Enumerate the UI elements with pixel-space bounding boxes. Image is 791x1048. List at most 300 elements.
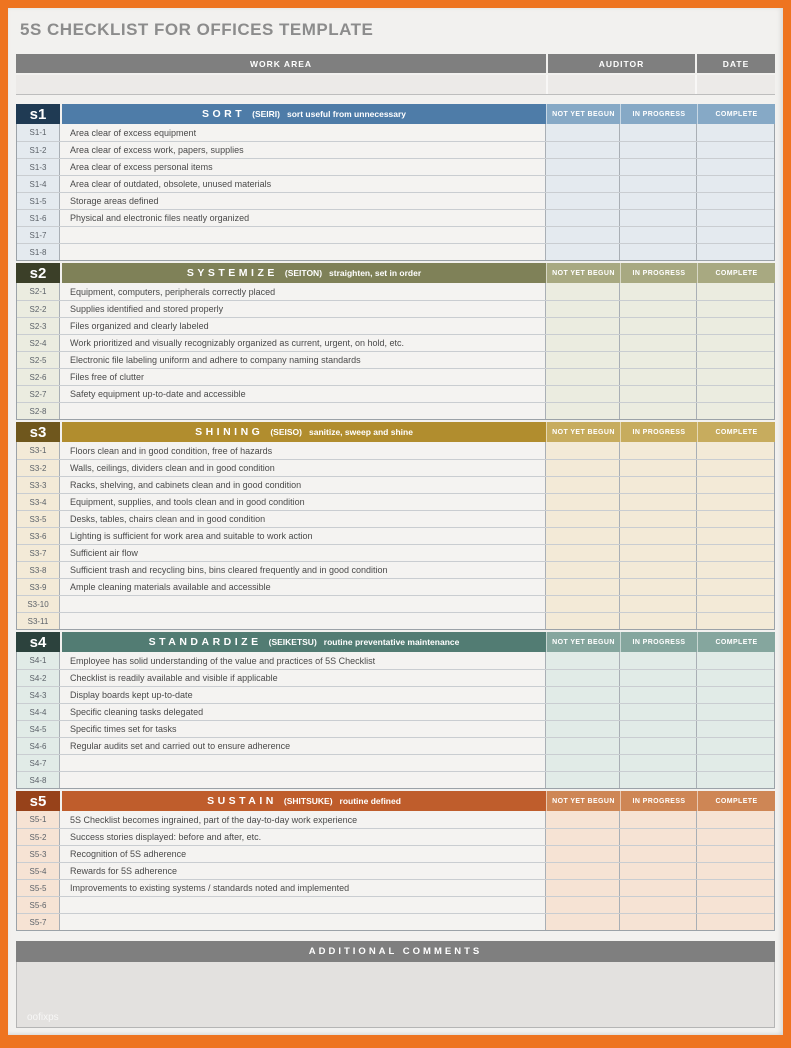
status-cell-complete[interactable] [696,897,774,913]
status-cell-not-yet-begun[interactable] [545,596,619,612]
row-id: S2-8 [17,403,60,419]
checklist-row [17,402,774,419]
status-cell-in-progress[interactable] [619,579,696,595]
status-cell-complete[interactable] [696,721,774,737]
status-cell-complete[interactable] [696,914,774,930]
checklist-row [17,771,774,788]
row-description [60,227,545,243]
status-cell-in-progress[interactable] [619,142,696,158]
checklist-row [17,283,774,300]
row-description: Equipment, supplies, and tools clean and in good condition [60,494,545,510]
status-cell-complete[interactable] [696,579,774,595]
row-description: Improvements to existing systems / standards noted and implemented [60,880,545,896]
status-cell-complete[interactable] [696,704,774,720]
checklist-row [17,595,774,612]
status-cell-in-progress[interactable] [619,318,696,334]
status-cell-in-progress[interactable] [619,738,696,754]
status-cell-complete[interactable] [696,386,774,402]
row-id: S5-3 [17,846,60,862]
section-name: SHINING [195,426,264,438]
status-cell-complete[interactable] [696,687,774,703]
row-description: Physical and electronic files neatly organized [60,210,545,226]
status-cell-complete[interactable] [696,318,774,334]
status-cell-in-progress[interactable] [619,386,696,402]
status-cell-not-yet-begun[interactable] [545,721,619,737]
row-id: S5-2 [17,829,60,845]
status-cell-not-yet-begun[interactable] [545,301,619,317]
status-cell-complete[interactable] [696,511,774,527]
status-cell-complete[interactable] [696,613,774,629]
status-cell-in-progress[interactable] [619,914,696,930]
status-cell-not-yet-begun[interactable] [545,477,619,493]
status-cell-complete[interactable] [696,352,774,368]
row-id: S4-1 [17,652,60,669]
status-cell-complete[interactable] [696,403,774,419]
status-cell-not-yet-begun[interactable] [545,863,619,879]
status-cell-not-yet-begun[interactable] [545,227,619,243]
section-rows [16,283,775,420]
status-cell-not-yet-begun[interactable] [545,652,619,669]
status-cell-complete[interactable] [696,335,774,351]
row-id: S2-7 [17,386,60,402]
checklist-row [17,896,774,913]
row-description: Lighting is sufficient for work area and suitable to work action [60,528,545,544]
status-cell-not-yet-begun[interactable] [545,811,619,828]
row-id: S1-4 [17,176,60,192]
row-id: S4-8 [17,772,60,788]
status-cell-complete[interactable] [696,460,774,476]
status-cell-in-progress[interactable] [619,687,696,703]
section-rows [16,652,775,789]
status-cell-complete[interactable] [696,528,774,544]
status-cell-not-yet-begun[interactable] [545,460,619,476]
status-cell-not-yet-begun[interactable] [545,283,619,300]
row-description: Work prioritized and visually recognizably organized as current, urgent, on hold, etc. [60,335,545,351]
status-cell-in-progress[interactable] [619,124,696,141]
status-cell-in-progress[interactable] [619,335,696,351]
section-romaji: (SEITON) [284,268,323,278]
section-badge: s5 [16,791,60,811]
watermark: oofixps [27,1012,59,1023]
status-header-not-yet-begun: NOT YET BEGUN [546,263,620,283]
status-cell-not-yet-begun[interactable] [545,335,619,351]
status-cell-in-progress[interactable] [619,829,696,845]
status-cell-complete[interactable] [696,772,774,788]
checklist-row [17,652,774,669]
row-description: Equipment, computers, peripherals correctly placed [60,283,545,300]
row-id: S4-5 [17,721,60,737]
status-cell-in-progress[interactable] [619,721,696,737]
status-cell-complete[interactable] [696,369,774,385]
status-cell-not-yet-begun[interactable] [545,755,619,771]
checklist-row [17,226,774,243]
status-cell-complete[interactable] [696,124,774,141]
status-cell-not-yet-begun[interactable] [545,528,619,544]
page-title: 5S CHECKLIST FOR OFFICES TEMPLATE [20,20,374,39]
row-id: S5-6 [17,897,60,913]
status-cell-in-progress[interactable] [619,880,696,896]
date-header-cell: DATE [695,54,775,73]
status-cell-in-progress[interactable] [619,863,696,879]
row-id: S2-6 [17,369,60,385]
checklist-section-s5 [16,791,775,931]
status-header-complete: COMPLETE [697,632,775,652]
section-rows [16,124,775,261]
status-cell-complete[interactable] [696,755,774,771]
status-cell-not-yet-begun[interactable] [545,914,619,930]
row-description: Sufficient air flow [60,545,545,561]
status-cell-in-progress[interactable] [619,846,696,862]
section-title-bar [60,791,546,811]
status-cell-complete[interactable] [696,863,774,879]
status-cell-in-progress[interactable] [619,897,696,913]
status-cell-complete[interactable] [696,811,774,828]
status-cell-in-progress[interactable] [619,283,696,300]
status-cell-complete[interactable] [696,738,774,754]
row-description: Area clear of excess equipment [60,124,545,141]
section-name: STANDARDIZE [148,636,262,648]
section-header [16,422,775,442]
row-id: S1-2 [17,142,60,158]
status-cell-not-yet-begun[interactable] [545,244,619,260]
checklist-row [17,351,774,368]
row-id: S4-3 [17,687,60,703]
status-cell-not-yet-begun[interactable] [545,159,619,175]
row-description: Success stories displayed: before and after, etc. [60,829,545,845]
auditor-input[interactable] [546,75,695,94]
status-header-in-progress: IN PROGRESS [620,104,697,124]
status-cell-in-progress[interactable] [619,301,696,317]
checklist-row [17,561,774,578]
checklist-row [17,510,774,527]
section-subtitle: routine defined [339,796,401,806]
status-cell-in-progress[interactable] [619,369,696,385]
checklist-row [17,158,774,175]
status-cell-not-yet-begun[interactable] [545,846,619,862]
checklist-row [17,300,774,317]
status-cell-complete[interactable] [696,880,774,896]
status-cell-complete[interactable] [696,283,774,300]
row-description [60,244,545,260]
section-rows [16,442,775,630]
status-cell-complete[interactable] [696,562,774,578]
row-id: S5-1 [17,811,60,828]
row-description [60,897,545,913]
status-cell-complete[interactable] [696,442,774,459]
checklist-row [17,913,774,930]
status-cell-complete[interactable] [696,193,774,209]
status-cell-in-progress[interactable] [619,477,696,493]
status-cell-in-progress[interactable] [619,244,696,260]
status-header-complete: COMPLETE [697,263,775,283]
status-header-complete: COMPLETE [697,791,775,811]
row-id: S5-4 [17,863,60,879]
checklist-row [17,686,774,703]
status-cell-not-yet-begun[interactable] [545,613,619,629]
row-id: S2-1 [17,283,60,300]
checklist-row [17,141,774,158]
section-subtitle: straighten, set in order [329,268,422,278]
status-cell-not-yet-begun[interactable] [545,545,619,561]
status-header-in-progress: IN PROGRESS [620,791,697,811]
row-id: S2-5 [17,352,60,368]
status-cell-complete[interactable] [696,477,774,493]
row-id: S4-6 [17,738,60,754]
row-id: S3-9 [17,579,60,595]
row-description [60,755,545,771]
row-description: Electronic file labeling uniform and adhere to company naming standards [60,352,545,368]
status-cell-not-yet-begun[interactable] [545,511,619,527]
row-id: S1-1 [17,124,60,141]
row-id: S3-8 [17,562,60,578]
status-cell-complete[interactable] [696,176,774,192]
status-cell-not-yet-begun[interactable] [545,193,619,209]
row-id: S1-7 [17,227,60,243]
status-cell-in-progress[interactable] [619,227,696,243]
row-id: S3-1 [17,442,60,459]
row-description: Specific cleaning tasks delegated [60,704,545,720]
checklist-row [17,879,774,896]
row-description: Checklist is readily available and visible if applicable [60,670,545,686]
status-cell-in-progress[interactable] [619,704,696,720]
row-description: Ample cleaning materials available and accessible [60,579,545,595]
row-id: S4-2 [17,670,60,686]
row-description [60,914,545,930]
section-badge: s4 [16,632,60,652]
section-badge: s1 [16,104,60,124]
status-cell-not-yet-begun[interactable] [545,772,619,788]
status-cell-in-progress[interactable] [619,652,696,669]
section-name: SORT [201,108,246,120]
row-id: S1-5 [17,193,60,209]
status-header-not-yet-begun: NOT YET BEGUN [546,791,620,811]
work-area-header-cell: WORK AREA [16,54,546,73]
row-id: S3-3 [17,477,60,493]
checklist-row [17,368,774,385]
checklist-section-s3 [16,422,775,630]
status-cell-complete[interactable] [696,227,774,243]
status-cell-complete[interactable] [696,829,774,845]
status-cell-in-progress[interactable] [619,352,696,368]
row-description: Supplies identified and stored properly [60,301,545,317]
row-description: Area clear of excess personal items [60,159,545,175]
status-cell-complete[interactable] [696,494,774,510]
status-cell-in-progress[interactable] [619,460,696,476]
status-cell-complete[interactable] [696,846,774,862]
checklist-row [17,476,774,493]
status-cell-not-yet-begun[interactable] [545,562,619,578]
row-description: Recognition of 5S adherence [60,846,545,862]
checklist-row [17,669,774,686]
status-cell-not-yet-begun[interactable] [545,386,619,402]
row-id: S1-8 [17,244,60,260]
status-cell-not-yet-begun[interactable] [545,494,619,510]
status-cell-in-progress[interactable] [619,670,696,686]
section-rows [16,811,775,931]
status-cell-not-yet-begun[interactable] [545,176,619,192]
status-cell-complete[interactable] [696,142,774,158]
status-cell-in-progress[interactable] [619,528,696,544]
row-id: S2-2 [17,301,60,317]
status-cell-not-yet-begun[interactable] [545,403,619,419]
status-cell-in-progress[interactable] [619,562,696,578]
status-cell-in-progress[interactable] [619,193,696,209]
row-description: Specific times set for tasks [60,721,545,737]
section-romaji: (SEIKETSU) [268,637,317,647]
status-cell-not-yet-begun[interactable] [545,880,619,896]
status-header-not-yet-begun: NOT YET BEGUN [546,104,620,124]
row-description: Walls, ceilings, dividers clean and in good condition [60,460,545,476]
checklist-row [17,493,774,510]
checklist-row [17,243,774,260]
row-description [60,772,545,788]
checklist-row [17,317,774,334]
row-id: S3-11 [17,613,60,629]
row-description: Files organized and clearly labeled [60,318,545,334]
section-subtitle: sanitize, sweep and shine [309,427,413,437]
row-id: S3-10 [17,596,60,612]
status-cell-in-progress[interactable] [619,403,696,419]
status-cell-in-progress[interactable] [619,755,696,771]
status-cell-not-yet-begun[interactable] [545,829,619,845]
row-description: Files free of clutter [60,369,545,385]
checklist-page [8,8,783,1035]
row-description: Rewards for 5S adherence [60,863,545,879]
section-badge: s3 [16,422,60,442]
checklist-row [17,209,774,226]
status-cell-not-yet-begun[interactable] [545,318,619,334]
status-cell-in-progress[interactable] [619,210,696,226]
work-area-header-row [16,54,775,73]
status-cell-in-progress[interactable] [619,613,696,629]
status-cell-in-progress[interactable] [619,494,696,510]
status-cell-complete[interactable] [696,244,774,260]
section-header [16,632,775,652]
status-cell-in-progress[interactable] [619,545,696,561]
status-cell-not-yet-begun[interactable] [545,442,619,459]
checklist-row [17,385,774,402]
section-subtitle: routine preventative maintenance [323,637,460,647]
status-cell-in-progress[interactable] [619,511,696,527]
row-description: Sufficient trash and recycling bins, bins cleared frequently and in good condition [60,562,545,578]
status-cell-in-progress[interactable] [619,159,696,175]
row-id: S3-6 [17,528,60,544]
row-description: Regular audits set and carried out to ensure adherence [60,738,545,754]
row-id: S4-7 [17,755,60,771]
status-cell-complete[interactable] [696,545,774,561]
section-header [16,263,775,283]
additional-comments [16,941,775,1028]
status-cell-not-yet-begun[interactable] [545,369,619,385]
status-cell-complete[interactable] [696,301,774,317]
status-cell-not-yet-begun[interactable] [545,670,619,686]
checklist-row [17,578,774,595]
status-header-in-progress: IN PROGRESS [620,422,697,442]
status-cell-not-yet-begun[interactable] [545,738,619,754]
checklist-row [17,811,774,828]
checklist-row [17,192,774,209]
row-id: S4-4 [17,704,60,720]
section-name: SUSTAIN [207,795,277,807]
status-cell-complete[interactable] [696,210,774,226]
section-romaji: (SEISO) [270,427,302,437]
section-header [16,104,775,124]
row-id: S3-4 [17,494,60,510]
checklist-row [17,124,774,141]
status-header-in-progress: IN PROGRESS [620,632,697,652]
section-title-bar [60,263,546,283]
row-description: 5S Checklist becomes ingrained, part of the day-to-day work experience [60,811,545,828]
checklist-row [17,828,774,845]
work-area-input-row [16,75,775,95]
row-description [60,613,545,629]
section-name: SYSTEMIZE [186,267,278,279]
checklist-section-s2 [16,263,775,420]
status-cell-not-yet-begun[interactable] [545,210,619,226]
row-description: Employee has solid understanding of the value and practices of 5S Checklist [60,652,545,669]
row-description: Area clear of outdated, obsolete, unused materials [60,176,545,192]
work-area-input[interactable] [16,75,546,94]
status-cell-complete[interactable] [696,652,774,669]
status-cell-not-yet-begun[interactable] [545,704,619,720]
checklist-row [17,845,774,862]
section-title-bar [60,104,546,124]
work-area-table [16,54,775,95]
checklist-row [17,442,774,459]
status-cell-in-progress[interactable] [619,772,696,788]
row-description: Floors clean and in good condition, free of hazards [60,442,545,459]
status-header-complete: COMPLETE [697,422,775,442]
section-badge: s2 [16,263,60,283]
checklist-row [17,754,774,771]
status-cell-in-progress[interactable] [619,596,696,612]
status-cell-not-yet-begun[interactable] [545,897,619,913]
status-cell-complete[interactable] [696,596,774,612]
additional-comments-header: ADDITIONAL COMMENTS [16,941,775,962]
status-header-in-progress: IN PROGRESS [620,263,697,283]
status-cell-not-yet-begun[interactable] [545,352,619,368]
status-cell-not-yet-begun[interactable] [545,142,619,158]
row-id: S1-3 [17,159,60,175]
status-cell-not-yet-begun[interactable] [545,579,619,595]
row-id: S5-5 [17,880,60,896]
checklist-row [17,720,774,737]
status-cell-in-progress[interactable] [619,442,696,459]
date-input[interactable] [695,75,775,94]
status-cell-complete[interactable] [696,159,774,175]
row-description: Safety equipment up-to-date and accessible [60,386,545,402]
status-cell-in-progress[interactable] [619,811,696,828]
status-cell-complete[interactable] [696,670,774,686]
status-cell-not-yet-begun[interactable] [545,124,619,141]
row-description: Storage areas defined [60,193,545,209]
checklist-section-s4 [16,632,775,789]
checklist-row [17,544,774,561]
row-id: S1-6 [17,210,60,226]
checklist-sections [16,104,775,931]
checklist-row [17,612,774,629]
row-description: Display boards kept up-to-date [60,687,545,703]
row-description: Area clear of excess work, papers, supplies [60,142,545,158]
additional-comments-box[interactable] [16,962,775,1028]
status-cell-not-yet-begun[interactable] [545,687,619,703]
section-romaji: (SEIRI) [252,109,280,119]
section-title-bar [60,632,546,652]
row-id: S3-7 [17,545,60,561]
status-cell-in-progress[interactable] [619,176,696,192]
auditor-header-cell: AUDITOR [546,54,695,73]
checklist-row [17,703,774,720]
